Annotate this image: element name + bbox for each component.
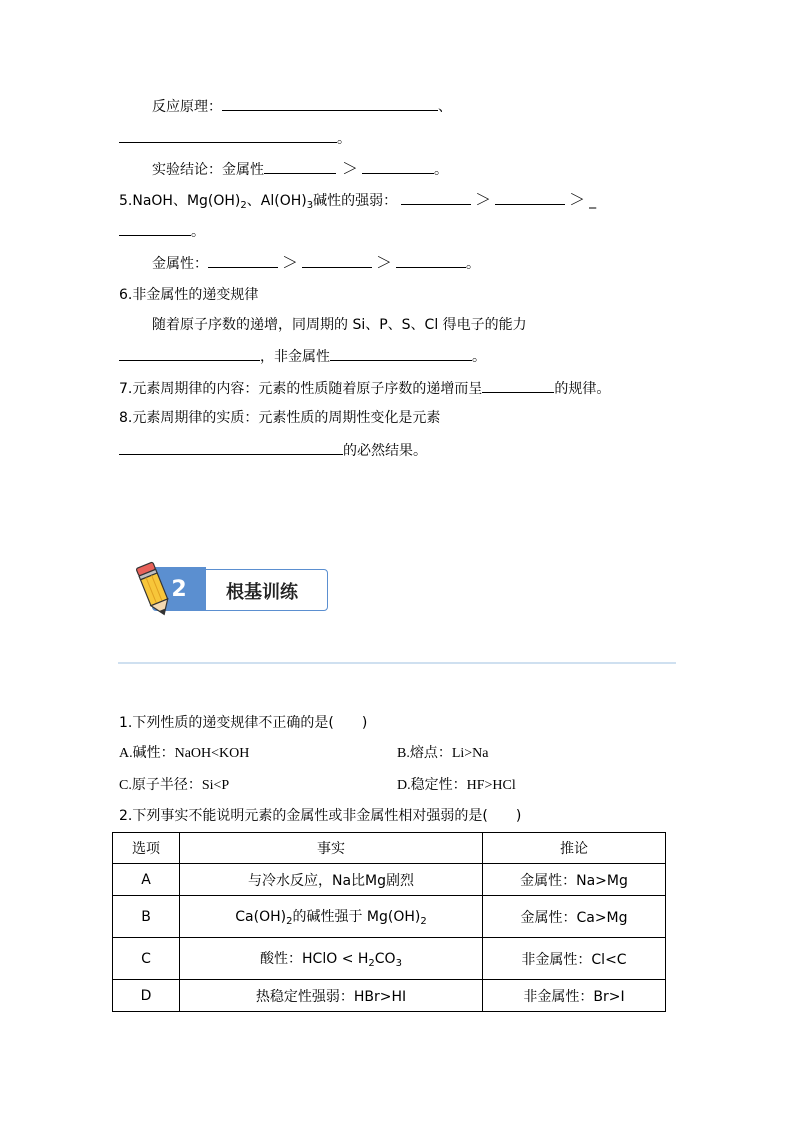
item-5-text: 、Al(OH) [246,193,307,209]
metal-blank-1[interactable] [208,253,278,268]
header-inference: 推论 [483,833,666,864]
fact-text: 酸性：HClO < H [260,951,369,967]
subscript: 3 [306,200,314,211]
item-8-blank[interactable] [119,440,343,455]
cell-fact: 与冷水反应，Na比Mg剧烈 [180,864,483,896]
exp-label: 实验结论：金属性 [152,162,264,178]
cell-inference: 金属性：Ca>Mg [483,896,666,938]
item-8-tail: 的必然结果。 [343,443,427,459]
metal-blank-2[interactable] [302,253,372,268]
principle-label: 反应原理： [152,99,222,115]
period: 。 [191,224,205,240]
period: 。 [434,162,449,178]
item-7-blank[interactable] [482,378,554,393]
item-5-line-2 [119,221,205,242]
item-7-text: 的规律。 [554,381,611,397]
gt-sign: ＞ [475,190,492,209]
badge-title: 根基训练 [226,582,298,603]
subscript: 2 [286,916,293,927]
table-row [113,864,666,896]
fact-text: CO [374,951,396,967]
fact-text: 的碱性强于 Mg(OH) [292,909,421,925]
header-option: 选项 [113,833,180,864]
gt-sign: ＞ [376,253,393,272]
q1-option-c[interactable]: C.原子半径：Si<P [119,778,230,793]
section-badge [134,559,328,619]
item-6-mid: ，非金属性 [260,349,330,365]
item-6-title: 6.非金属性的递变规律 [119,287,259,303]
q1-stem: 1.下列性质的递变规律不正确的是( ) [119,715,368,731]
cell-fact [180,896,483,938]
cell-option: D [113,980,180,1012]
item-6-blank-2[interactable] [330,346,472,361]
cell-inference: 非金属性：Cl<C [483,938,666,980]
table-row [113,938,666,980]
cell-inference: 金属性：Na>Mg [483,864,666,896]
comma: 、 [438,99,452,115]
item-5-metal [152,253,480,274]
item-6-blank-1[interactable] [119,346,260,361]
badge-number: 2 [152,567,206,611]
cell-option: B [113,896,180,938]
table-header-row [113,833,666,864]
principle-line-2 [119,128,351,149]
cell-fact [180,938,483,980]
exp-blank-2[interactable] [362,159,434,174]
gt-sign: ＞ [342,159,359,178]
item-7-text: 7.元素周期律的内容：元素的性质随着原子序数的递增而呈 [119,381,483,397]
section-divider [118,662,676,664]
q2-table [112,832,666,1012]
item-8-line-2 [119,440,427,461]
item-6-line-2 [119,346,486,367]
exp-blank-1[interactable] [264,159,336,174]
q1-option-d[interactable]: D.稳定性：HF>HCl [397,778,516,793]
metal-label: 金属性： [152,256,208,272]
item-8: 8.元素周期律的实质：元素性质的周期性变化是元素 [119,410,441,426]
subscript: 2 [420,916,427,927]
q2-stem: 2.下列事实不能说明元素的金属性或非金属性相对强弱的是( ) [119,808,522,824]
item-7 [119,378,610,399]
item-5-text: 5.NaOH、Mg(OH) [119,193,241,209]
cell-fact: 热稳定性强弱：HBr>HI [180,980,483,1012]
subscript: 2 [368,958,375,969]
experiment-conclusion [152,159,448,180]
subscript: 3 [395,958,402,969]
principle-blank-1[interactable] [222,96,438,111]
subscript: 2 [240,200,247,211]
underscore: _ [589,193,597,209]
item-5 [119,190,596,216]
table-row [113,980,666,1012]
gt-sign: ＞ [569,190,586,209]
item-6-text: 随着原子序数的递增，同周期的 Si、P、S、Cl 得电子的能力 [152,317,527,333]
q1-option-b[interactable]: B.熔点：Li>Na [397,746,489,761]
table-row [113,896,666,938]
period: 。 [472,349,486,365]
item-5-blank-2[interactable] [495,190,565,205]
header-fact: 事实 [180,833,483,864]
item-5-blank-3[interactable] [119,221,191,236]
principle-blank-2[interactable] [119,128,337,143]
q1-option-a[interactable]: A.碱性：NaOH<KOH [119,746,250,761]
metal-blank-3[interactable] [396,253,466,268]
fact-text: Ca(OH) [235,909,287,925]
item-5-blank-1[interactable] [401,190,471,205]
cell-option: C [113,938,180,980]
period: 。 [466,256,481,272]
gt-sign: ＞ [282,253,299,272]
principle-line [152,96,452,117]
pencil-icon [134,559,176,619]
period: 。 [337,131,351,147]
cell-inference: 非金属性：Br>I [483,980,666,1012]
item-5-text: 碱性的强弱： [313,193,398,209]
cell-option: A [113,864,180,896]
